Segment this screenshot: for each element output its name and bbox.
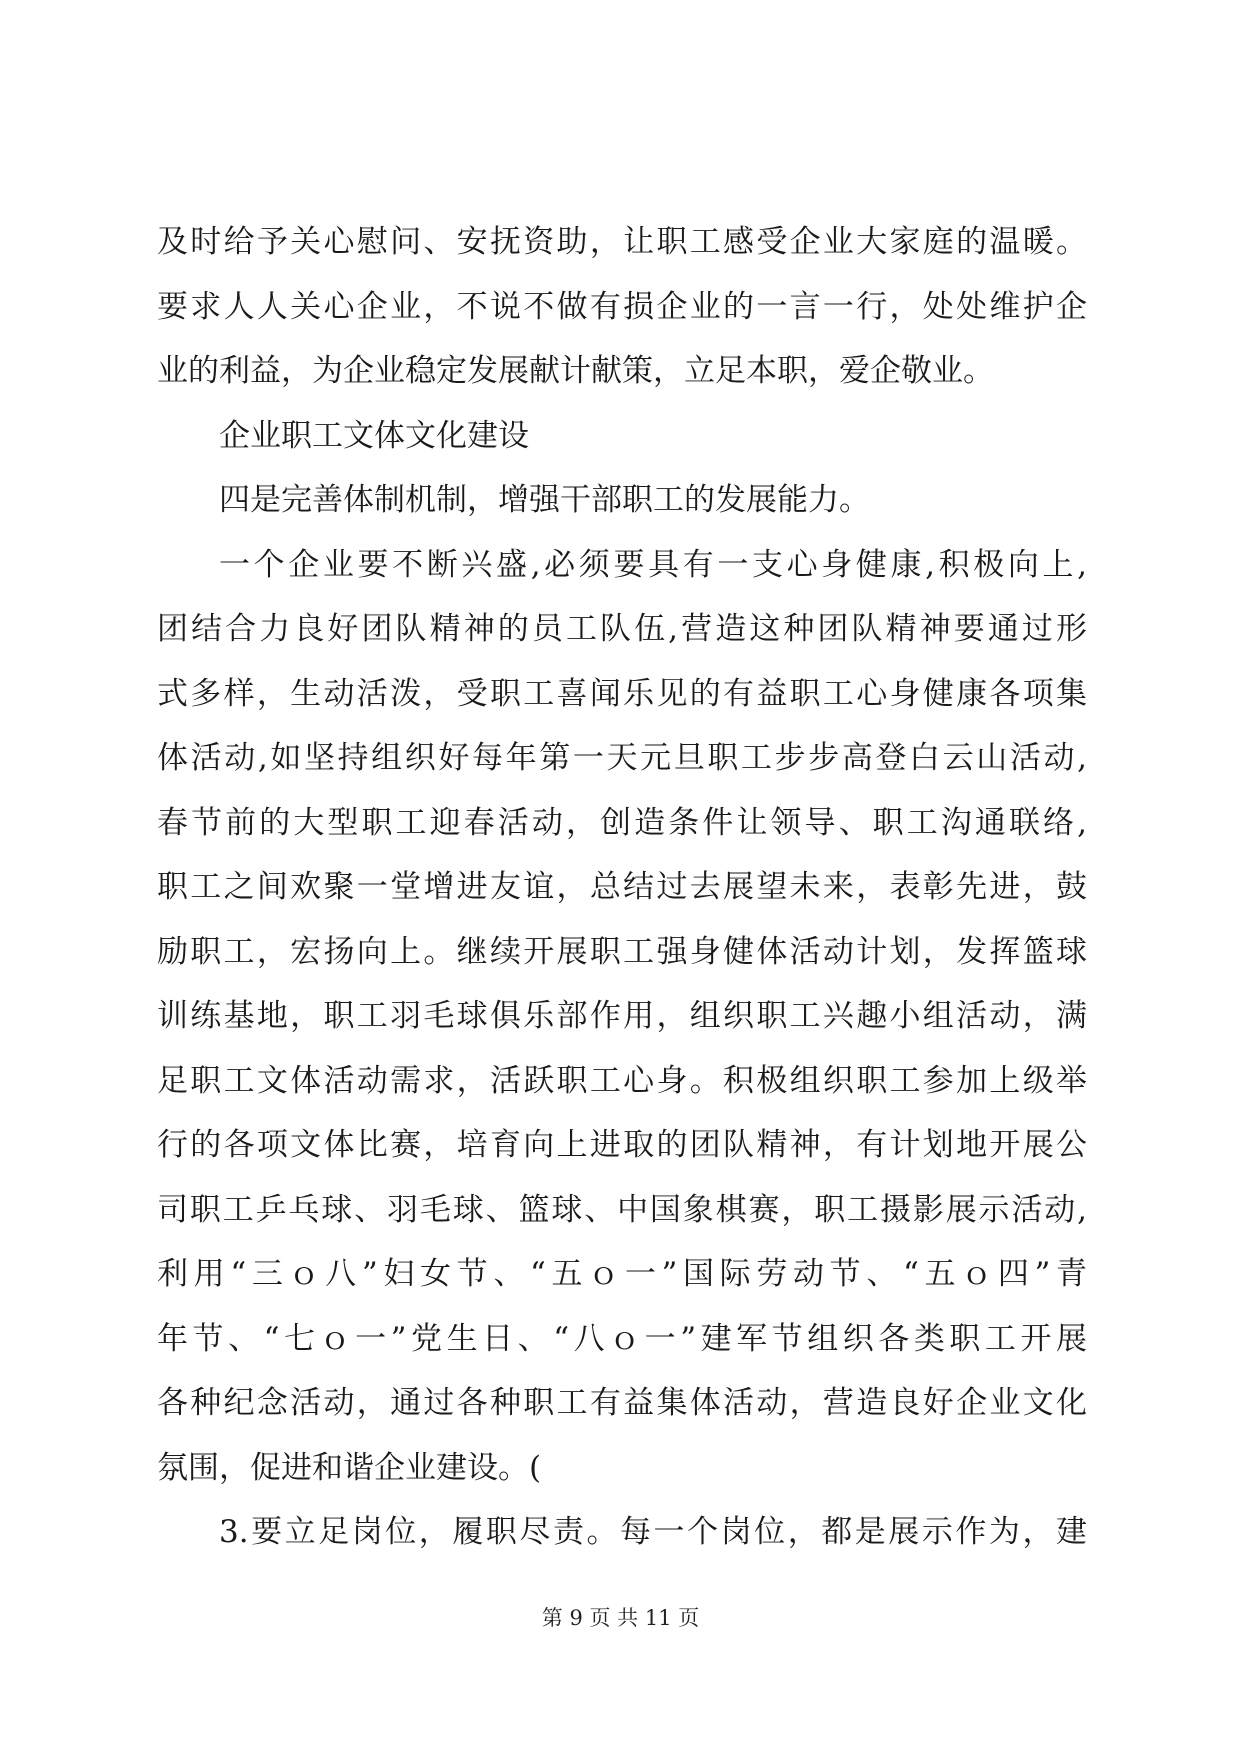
text-line: 体活动,如坚持组织好每年第一天元旦职工步步高登白云山活动, xyxy=(157,740,1087,776)
text-line: 业的利益，为企业稳定发展献计献策，立足本职，爱企敬业。 xyxy=(157,353,994,389)
text-line: 行的各项文体比赛，培育向上进取的团队精神，有计划地开展公 xyxy=(157,1127,1087,1163)
text-line: 司职工乒乓球、羽毛球、篮球、中国象棋赛，职工摄影展示活动, xyxy=(157,1191,1087,1228)
body-text xyxy=(157,210,1087,1565)
text-line: 春节前的大型职工迎春活动，创造条件让领导、职工沟通联络, xyxy=(157,804,1087,841)
text-line: 各种纪念活动，通过各种职工有益集体活动，营造良好企业文化 xyxy=(157,1385,1087,1421)
text-line: 四是完善体制机制，增强干部职工的发展能力。 xyxy=(219,482,870,518)
text-line: 训练基地，职工羽毛球俱乐部作用，组织职工兴趣小组活动，满 xyxy=(157,998,1087,1034)
text-line: 式多样，生动活泼，受职工喜闻乐见的有益职工心身健康各项集 xyxy=(157,675,1087,712)
text-line: 3.要立足岗位，履职尽责。每一个岗位，都是展示作为，建 xyxy=(219,1514,1087,1550)
text-line: 企业职工文体文化建设 xyxy=(219,417,529,454)
text-line: 职工之间欢聚一堂增进友谊，总结过去展望未来，表彰先进，鼓 xyxy=(157,869,1087,905)
text-line: 足职工文体活动需求，活跃职工心身。积极组织职工参加上级举 xyxy=(157,1062,1087,1099)
text-line: 团结合力良好团队精神的员工队伍,营造这种团队精神要通过形 xyxy=(157,611,1087,647)
text-line: 年节、“七ｏ一”党生日、“八ｏ一”建军节组织各类职工开展 xyxy=(157,1320,1087,1357)
page-footer: 第 9 页 共 11 页 xyxy=(541,1606,700,1630)
text-line: 一个企业要不断兴盛,必须要具有一支心身健康,积极向上, xyxy=(219,546,1087,583)
text-line: 要求人人关心企业，不说不做有损企业的一言一行，处处维护企 xyxy=(157,288,1087,325)
text-line: 励职工，宏扬向上。继续开展职工强身健体活动计划，发挥篮球 xyxy=(157,933,1087,970)
text-line: 氛围，促进和谐企业建设。( xyxy=(157,1449,542,1486)
text-line: 利用“三ｏ八”妇女节、“五ｏ一”国际劳动节、“五ｏ四”青 xyxy=(157,1256,1087,1292)
text-line: 及时给予关心慰问、安抚资助，让职工感受企业大家庭的温暖。 xyxy=(157,224,1087,260)
